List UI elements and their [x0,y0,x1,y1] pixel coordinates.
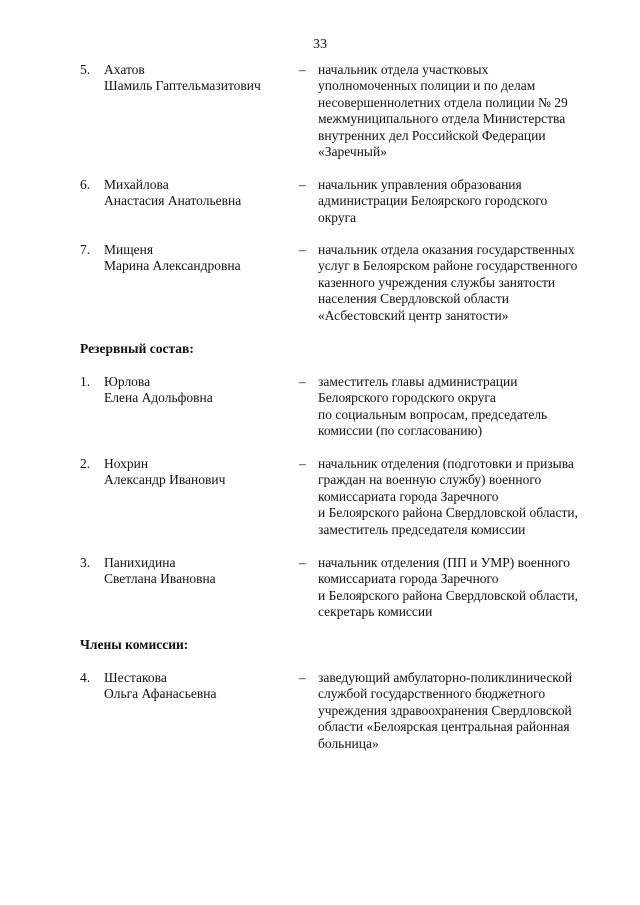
surname: Панихидина [104,555,176,570]
surname: Нохрин [104,456,149,471]
position-description [318,242,628,324]
description-line: несовершеннолетних отдела полиции № 29 [318,94,568,110]
description-line: начальник отдела оказания государственных [318,242,575,257]
description-line: граждан на военную службу) военного [318,472,542,488]
position-description [318,62,628,160]
page-number: 33 [313,37,327,52]
dash: – [299,456,306,471]
person-name [104,456,289,489]
description-line: больница» [318,735,379,751]
description-line: населения Свердловской области [318,291,509,307]
description-line: по социальным вопросам, председатель [318,406,548,422]
description-line: администрации Белоярского городского [318,193,548,209]
description-line: заместитель председателя комиссии [318,521,526,537]
item-number: 2. [80,456,91,471]
description-line: уполномоченных полиции и по делам [318,78,536,94]
position-description [318,374,628,440]
description-line: заместитель главы администрации [318,374,518,389]
description-line: межмуниципального отдела Министерства [318,111,566,127]
description-line: начальник отдела участковых [318,62,489,77]
reserve-heading: Резервный состав: [80,341,194,356]
item-number: 5. [80,62,91,77]
person-name [104,242,289,275]
description-line: комиссариата города Заречного [318,488,499,504]
person-name [104,555,289,588]
description-line: начальник отделения (ПП и УМР) военного [318,555,571,570]
description-line: и Белоярского района Свердловской области, [318,587,579,603]
description-line: службой государственного бюджетного [318,686,546,702]
item-number: 1. [80,374,91,389]
description-line: области «Белоярская центральная районная [318,719,570,735]
person-name [104,374,289,407]
given-names: Светлана Ивановна [104,571,216,587]
person-name [104,670,289,703]
description-line: комиссариата города Заречного [318,571,499,587]
given-names: Шамиль Гаптельмазитович [104,78,261,94]
description-line: заведующий амбулаторно-поликлинической [318,670,573,685]
person-name [104,62,289,95]
given-names: Александр Иванович [104,472,226,488]
description-line: «Заречный» [318,144,387,160]
position-description [318,670,628,752]
given-names: Ольга Афанасьевна [104,686,217,702]
dash: – [299,177,306,192]
surname: Мищеня [104,242,154,257]
description-line: и Белоярского района Свердловской области, [318,505,579,521]
dash: – [299,555,306,570]
description-line: начальник управления образования [318,177,522,192]
description-line: учреждения здравоохранения Свердловской [318,702,572,718]
dash: – [299,242,306,257]
position-description [318,456,628,538]
position-description [318,177,628,226]
surname: Михайлова [104,177,169,192]
item-number: 3. [80,555,91,570]
members-heading: Члены комиссии: [80,637,189,652]
description-line: Белоярского городского округа [318,390,496,406]
description-line: начальник отделения (подготовки и призыва [318,456,574,471]
description-line: комиссии (по согласованию) [318,423,483,439]
item-number: 6. [80,177,91,192]
description-line: округа [318,209,357,225]
surname: Шестакова [104,670,167,685]
dash: – [299,62,306,77]
description-line: «Асбестовский центр занятости» [318,307,509,323]
description-line: внутренних дел Российской Федерации [318,127,546,143]
dash: – [299,374,306,389]
description-line: секретарь комиссии [318,604,433,620]
surname: Юрлова [104,374,151,389]
item-number: 4. [80,670,91,685]
surname: Ахатов [104,62,145,77]
person-name [104,177,289,210]
given-names: Анастасия Анатольевна [104,193,242,209]
description-line: казенного учреждения службы занятости [318,274,556,290]
position-description [318,555,628,621]
given-names: Марина Александровна [104,258,241,274]
given-names: Елена Адольфовна [104,390,213,406]
dash: – [299,670,306,685]
description-line: услуг в Белоярском районе государственного [318,258,578,274]
item-number: 7. [80,242,91,257]
